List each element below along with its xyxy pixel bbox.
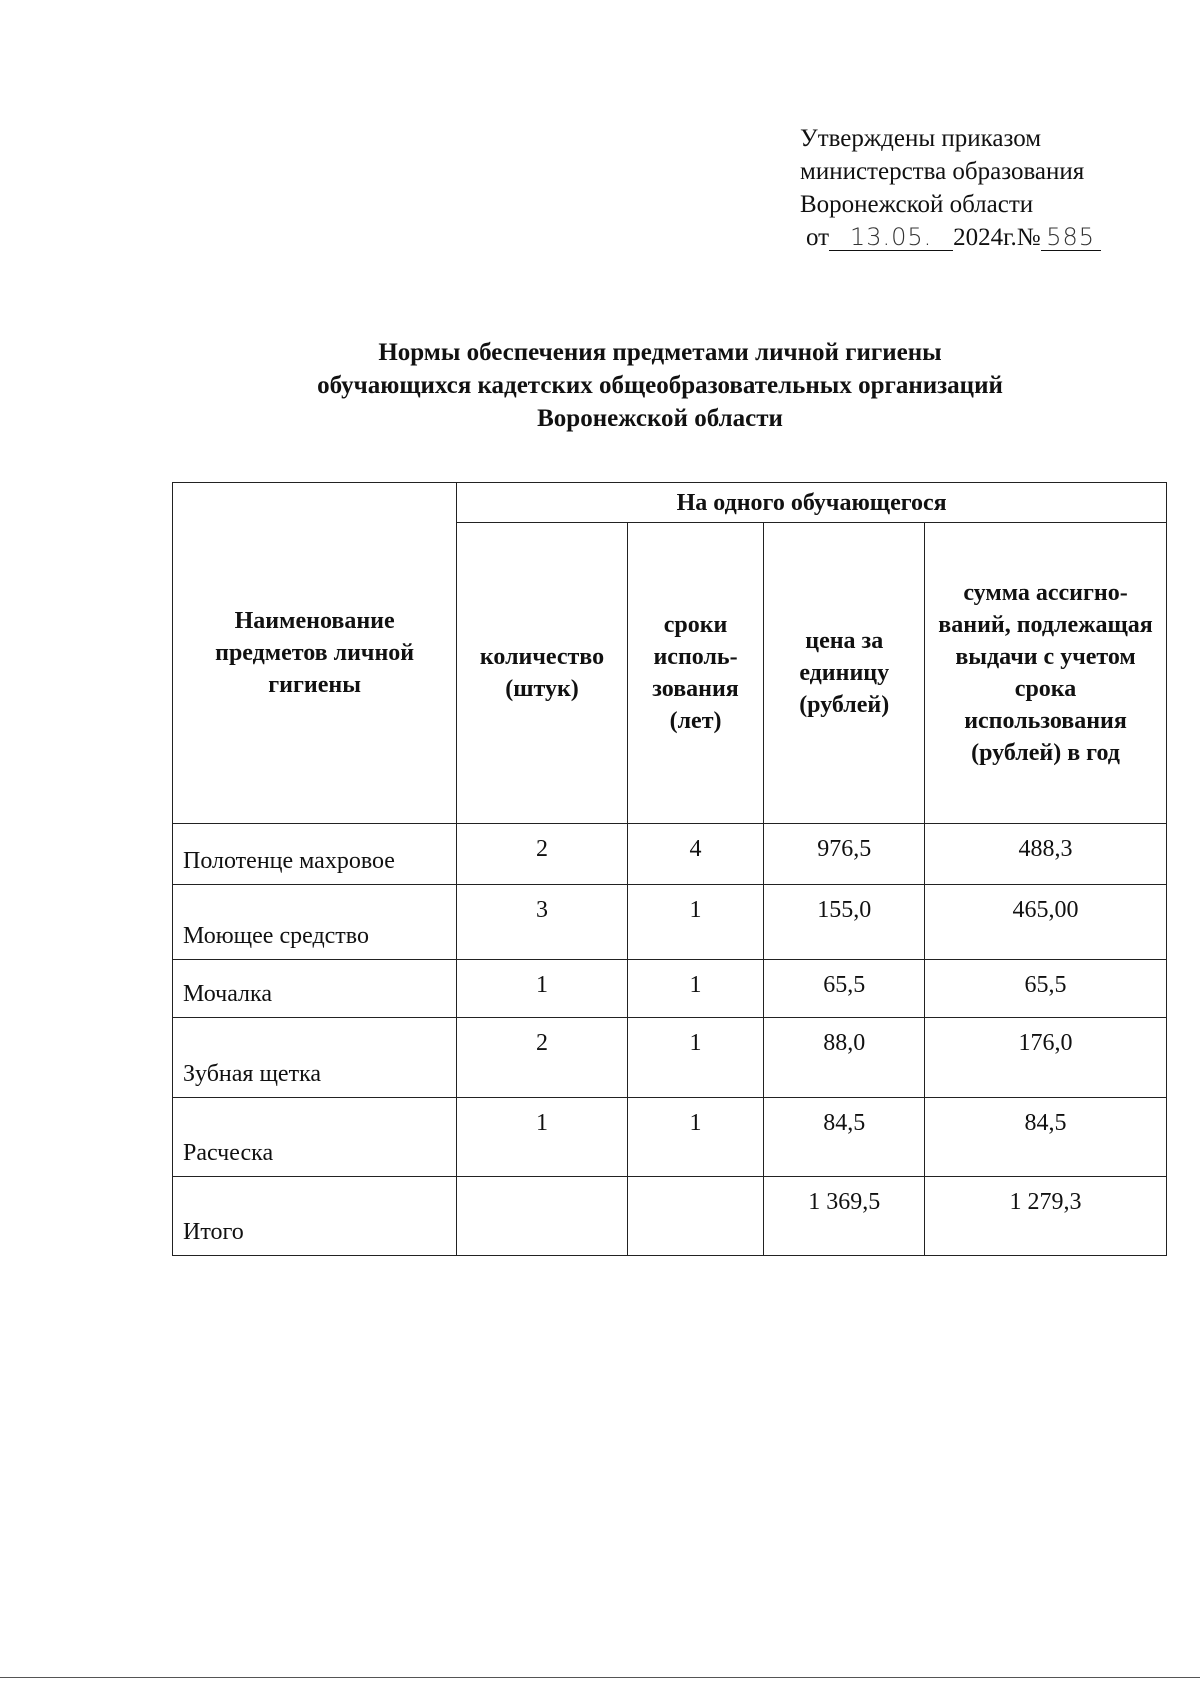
table-row bbox=[173, 1018, 1167, 1097]
item-name: Зубная щетка bbox=[173, 1018, 457, 1097]
scan-edge-line bbox=[0, 1677, 1200, 1678]
item-name: Моющее средство bbox=[173, 885, 457, 960]
total-label: Итого bbox=[173, 1176, 457, 1255]
title-line-1: Нормы обеспечения предметами личной гигиены bbox=[378, 339, 942, 366]
item-term: 1 bbox=[627, 885, 764, 960]
header-unit-price: цена за единицу (рублей) bbox=[764, 523, 925, 824]
date-prefix: от bbox=[806, 224, 830, 251]
approval-block bbox=[800, 122, 1101, 254]
item-sum: 488,3 bbox=[925, 823, 1167, 884]
table-row bbox=[173, 885, 1167, 960]
header-annual-sum: сумма ассигно-ваний, подлежащая выдачи с учетом срока использования (рублей) в год bbox=[925, 523, 1167, 824]
item-price: 84,5 bbox=[764, 1097, 925, 1176]
title-line-3: Воронежской области bbox=[537, 405, 783, 432]
table-row bbox=[173, 1097, 1167, 1176]
total-quantity bbox=[457, 1176, 628, 1255]
table-total-row bbox=[173, 1176, 1167, 1255]
item-term: 4 bbox=[627, 823, 764, 884]
item-term: 1 bbox=[627, 1018, 764, 1097]
table-row bbox=[173, 960, 1167, 1018]
item-sum: 65,5 bbox=[925, 960, 1167, 1018]
number-sign: № bbox=[1016, 224, 1041, 251]
header-per-student: На одного обучающегося bbox=[457, 483, 1167, 523]
item-price: 88,0 bbox=[764, 1018, 925, 1097]
header-item-name: Наименование предметов личной гигиены bbox=[173, 483, 457, 824]
norms-table bbox=[172, 482, 1167, 1256]
order-year: 2024г. bbox=[953, 224, 1017, 251]
item-price: 155,0 bbox=[764, 885, 925, 960]
item-price: 65,5 bbox=[764, 960, 925, 1018]
item-quantity: 3 bbox=[457, 885, 628, 960]
document-title bbox=[200, 336, 1120, 435]
header-quantity: количество (штук) bbox=[457, 523, 628, 824]
item-quantity: 2 bbox=[457, 1018, 628, 1097]
title-line-2: обучающихся кадетских общеобразовательных организаций bbox=[317, 372, 1003, 399]
approval-line-3: Воронежской области bbox=[800, 191, 1034, 218]
item-quantity: 2 bbox=[457, 823, 628, 884]
approval-line-1: Утверждены приказом bbox=[800, 125, 1042, 152]
table-row bbox=[173, 823, 1167, 884]
item-quantity: 1 bbox=[457, 1097, 628, 1176]
table-header-row-1 bbox=[173, 483, 1167, 523]
item-price: 976,5 bbox=[764, 823, 925, 884]
header-usage-term: сроки исполь-зования (лет) bbox=[627, 523, 764, 824]
total-sum: 1 279,3 bbox=[925, 1176, 1167, 1255]
item-term: 1 bbox=[627, 1097, 764, 1176]
item-quantity: 1 bbox=[457, 960, 628, 1018]
total-price: 1 369,5 bbox=[764, 1176, 925, 1255]
handwritten-order-number: 585 bbox=[1041, 224, 1101, 251]
total-term bbox=[627, 1176, 764, 1255]
item-sum: 465,00 bbox=[925, 885, 1167, 960]
item-name: Полотенце махровое bbox=[173, 823, 457, 884]
item-term: 1 bbox=[627, 960, 764, 1018]
handwritten-date: 13.05. bbox=[829, 224, 953, 251]
approval-line-2: министерства образования bbox=[800, 158, 1085, 185]
item-sum: 84,5 bbox=[925, 1097, 1167, 1176]
item-sum: 176,0 bbox=[925, 1018, 1167, 1097]
item-name: Расческа bbox=[173, 1097, 457, 1176]
approval-date-line bbox=[800, 221, 1101, 254]
item-name: Мочалка bbox=[173, 960, 457, 1018]
